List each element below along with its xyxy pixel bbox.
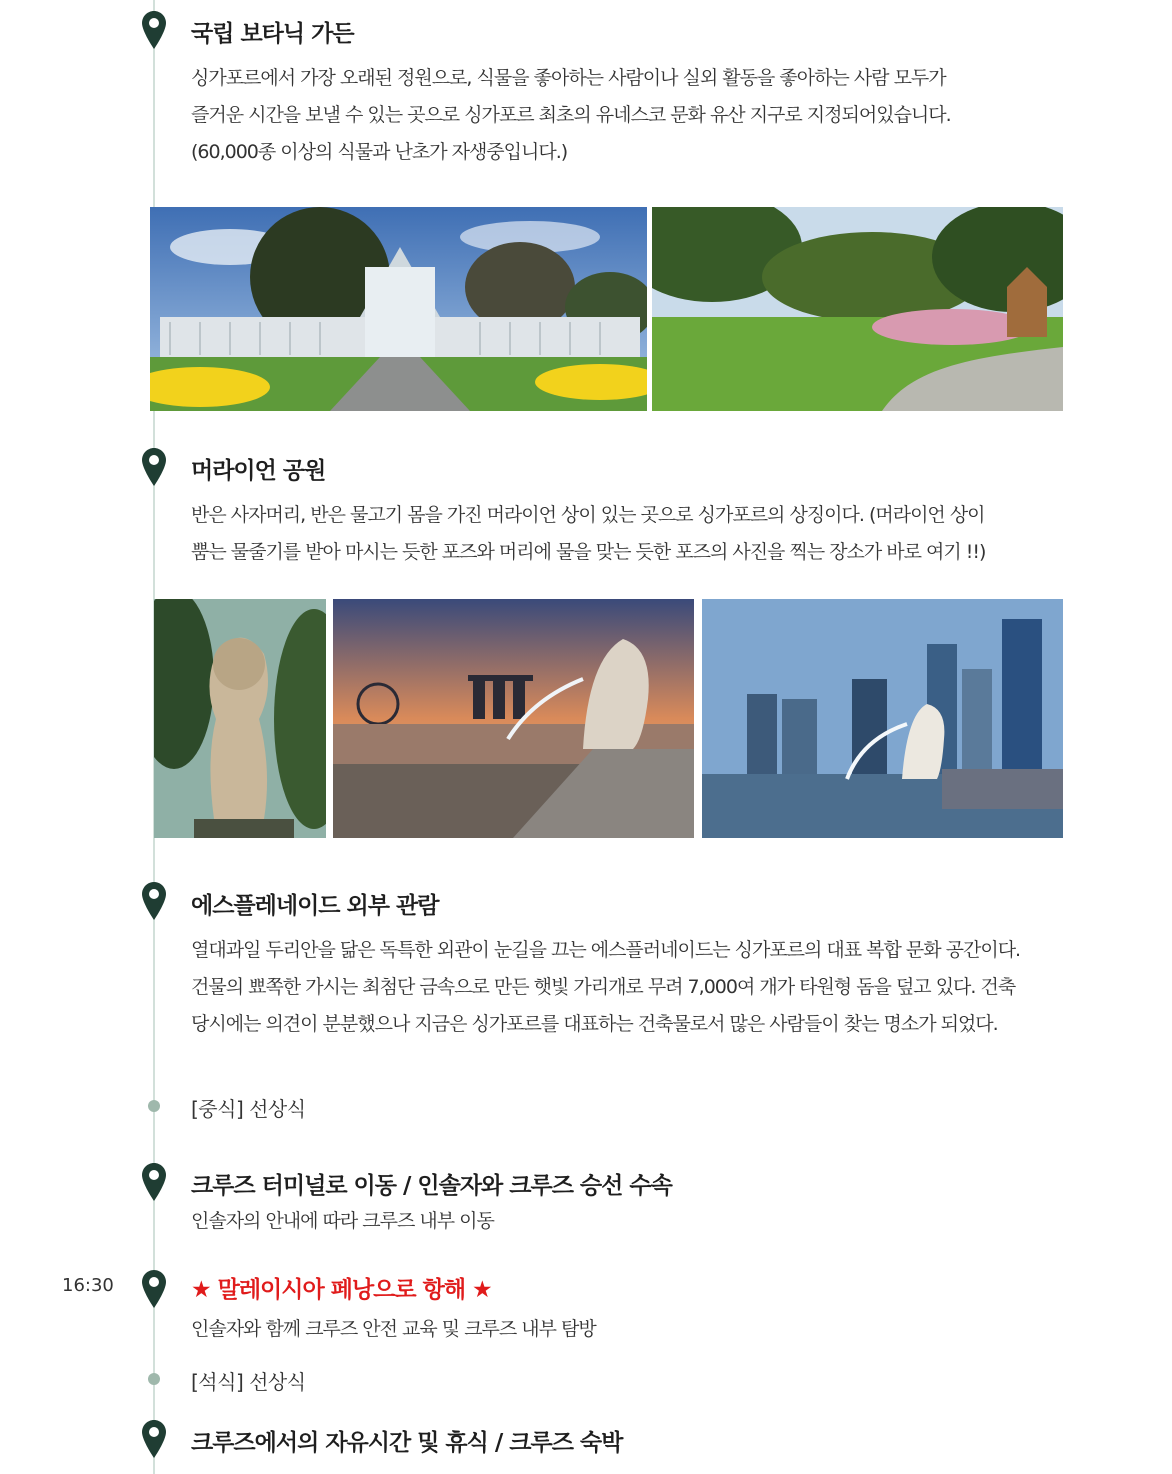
- location-pin-icon: [141, 881, 167, 921]
- location-pin-icon: [141, 1419, 167, 1459]
- location-pin-icon: [141, 447, 167, 487]
- item-title-cruise-terminal: 크루즈 터미널로 이동 / 인솔자와 크루즈 승선 수속: [191, 1173, 672, 1199]
- item-title-sail-to-penang: ★ 말레이시아 페낭으로 항해 ★: [191, 1277, 492, 1303]
- botanic-glasshouse-photo: [150, 207, 647, 411]
- description-line: 열대과일 두리안을 닮은 독특한 외관이 눈길을 끄는 에스플러네이드는 싱가포르의 대표 복합 문화 공간이다.: [191, 939, 1021, 961]
- item-title-esplanade: 에스플레네이드 외부 관람: [191, 893, 439, 919]
- description-line: (60,000종 이상의 식물과 난초가 자생중입니다.): [191, 141, 568, 163]
- meal-dinner: [석식] 선상식: [191, 1370, 306, 1394]
- location-pin-icon: [141, 1162, 167, 1202]
- location-pin-icon: [141, 10, 167, 50]
- botanic-lawn-photo: [652, 207, 1063, 411]
- description-line: 인솔자와 함께 크루즈 안전 교육 및 크루즈 내부 탐방: [191, 1318, 596, 1340]
- item-description-sail-to-penang: [191, 1311, 596, 1348]
- description-line: 반은 사자머리, 반은 물고기 몸을 가진 머라이언 상이 있는 곳으로 싱가포르의 상징이다. (머라이언 상이: [191, 504, 985, 526]
- location-pin-icon: [141, 1269, 167, 1309]
- item-title-botanic-gardens: 국립 보타닉 가든: [191, 21, 354, 47]
- item-title-cruise-stay: 크루즈에서의 자유시간 및 휴식 / 크루즈 숙박: [191, 1430, 623, 1456]
- timeline-dot: [148, 1373, 160, 1385]
- item-description-merlion-park: [191, 497, 985, 571]
- merlion-statue-closeup-photo: [154, 599, 326, 838]
- merlion-skyline-photo: [702, 599, 1063, 838]
- description-line: 인솔자의 안내에 따라 크루즈 내부 이동: [191, 1210, 494, 1232]
- description-line: 싱가포르에서 가장 오래된 정원으로, 식물을 좋아하는 사람이나 실외 활동을 좋아하는 사람 모두가: [191, 67, 946, 89]
- item-description-esplanade: [191, 932, 1020, 1043]
- timeline-dot: [148, 1100, 160, 1112]
- meal-lunch: [중식] 선상식: [191, 1097, 306, 1121]
- item-description-botanic-gardens: [191, 60, 951, 171]
- description-line: 즐거운 시간을 보낼 수 있는 곳으로 싱가포르 최초의 유네스코 문화 유산 지구로 지정되어있습니다.: [191, 104, 951, 126]
- description-line: 건물의 뾰쪽한 가시는 최첨단 금속으로 만든 햇빛 가리개로 무려 7,000여 개가 타원형 돔을 덮고 있다. 건축: [191, 976, 1016, 998]
- description-line: 당시에는 의견이 분분했으나 지금은 싱가포르를 대표하는 건축물로서 많은 사람들이 찾는 명소가 되었다.: [191, 1013, 998, 1035]
- merlion-sunset-bay-photo: [333, 599, 694, 838]
- item-title-merlion-park: 머라이언 공원: [191, 458, 326, 484]
- departure-time: 16:30: [62, 1275, 114, 1296]
- description-line: 뿜는 물줄기를 받아 마시는 듯한 포즈와 머리에 물을 맞는 듯한 포즈의 사진을 찍는 장소가 바로 여기 !!): [191, 541, 986, 563]
- item-description-cruise-terminal: [191, 1203, 494, 1240]
